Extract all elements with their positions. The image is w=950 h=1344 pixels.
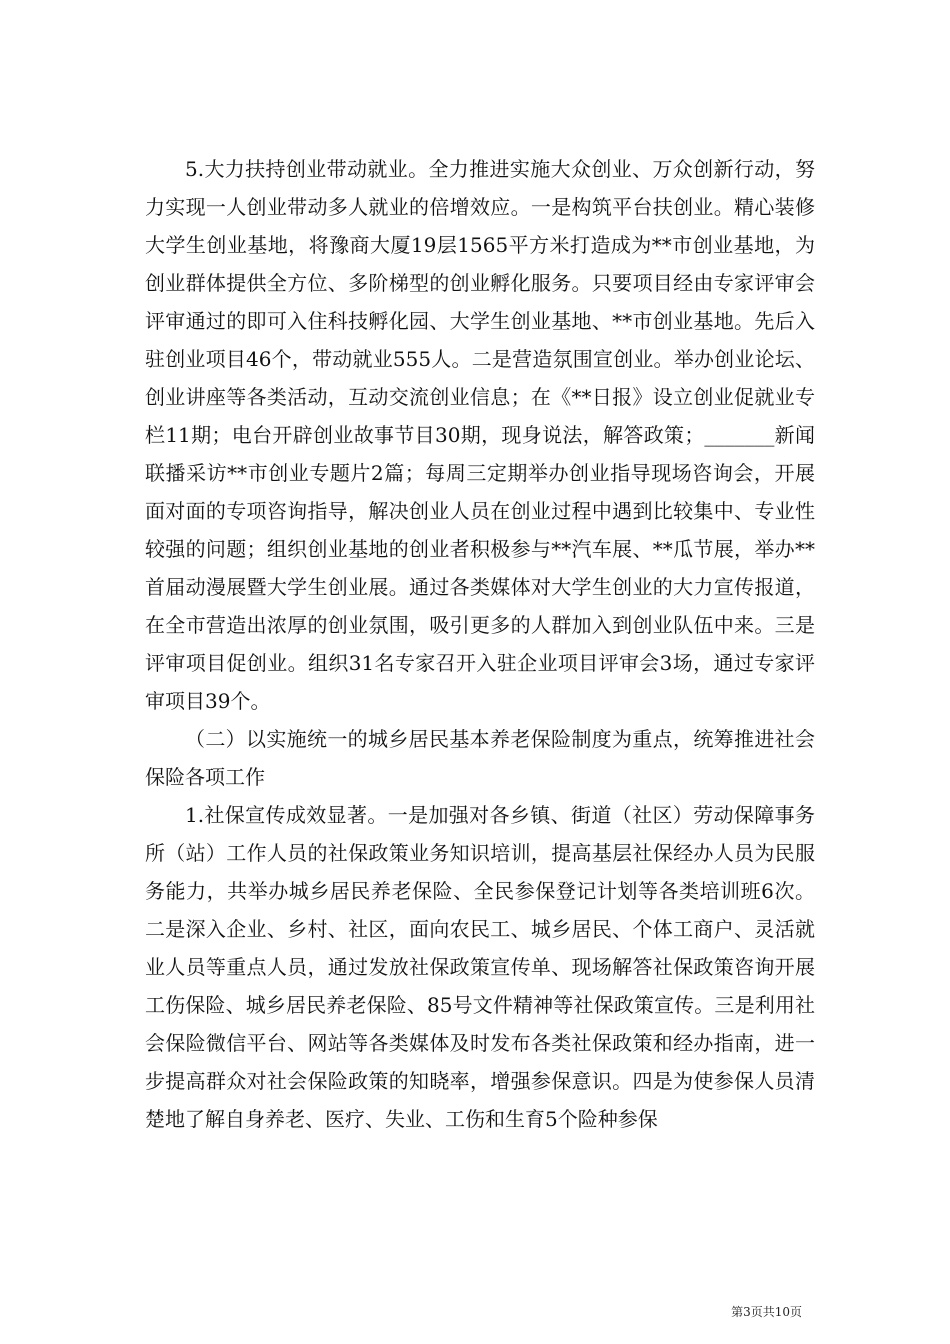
paragraph-social-security-publicity: 1.社保宣传成效显著。一是加强对各乡镇、街道（社区）劳动保障事务所（站）工作人员的社保政策业务知识培训，提高基层社保经办人员为民服务能力，共举办城乡居民养老保险、全民参保登记计划等各类培训班6次。二是深入企业、乡村、社区，面向农民工、城乡居民、个体工商户、灵活就业人员等重点人员，通过发放社保政策宣传单、现场解答社保政策咨询开展工伤保险、城乡居民养老保险、85号文件精神等社保政策宣传。三是利用社会保险微信平台、网站等各类媒体及时发布各类社保政策和经办指南，进一步提高群众对社会保险政策的知晓率，增强参保意识。四是为使参保人员清楚地了解自身养老、医疗、失业、工伤和生育5个险种参保 [145,803,815,1131]
section-heading-social-insurance: （二）以实施统一的城乡居民基本养老保险制度为重点，统筹推进社会保险各项工作 [145,727,815,789]
page-number-footer: 第3页共10页 [731,1305,802,1319]
document-body [145,150,815,1138]
paragraph-entrepreneurship: 5.大力扶持创业带动就业。全力推进实施大众创业、万众创新行动，努力实现一人创业带动多人就业的倍增效应。一是构筑平台扶创业。精心装修大学生创业基地，将豫商大厦19层1565平方米打造成为**市创业基地，为创业群体提供全方位、多阶梯型的创业孵化服务。只要项目经由专家评审会评审通过的即可入住科技孵化园、大学生创业基地、**市创业基地。先后入驻创业项目46个，带动就业555人。二是营造氛围宣创业。举办创业论坛、创业讲座等各类活动，互动交流创业信息；在《**日报》设立创业促就业专栏11期；电台开辟创业故事节目30期，现身说法，解答政策；_______新闻联播采访**市创业专题片2篇；每周三定期举办创业指导现场咨询会，开展面对面的专项咨询指导，解决创业人员在创业过程中遇到比较集中、专业性较强的问题；组织创业基地的创业者积极参与**汽车展、**瓜节展，举办**首届动漫展暨大学生创业展。通过各类媒体对大学生创业的大力宣传报道，在全市营造出浓厚的创业氛围，吸引更多的人群加入到创业队伍中来。三是评审项目促创业。组织31名专家召开入驻企业项目评审会3场，通过专家评审项目39个。 [145,157,815,713]
